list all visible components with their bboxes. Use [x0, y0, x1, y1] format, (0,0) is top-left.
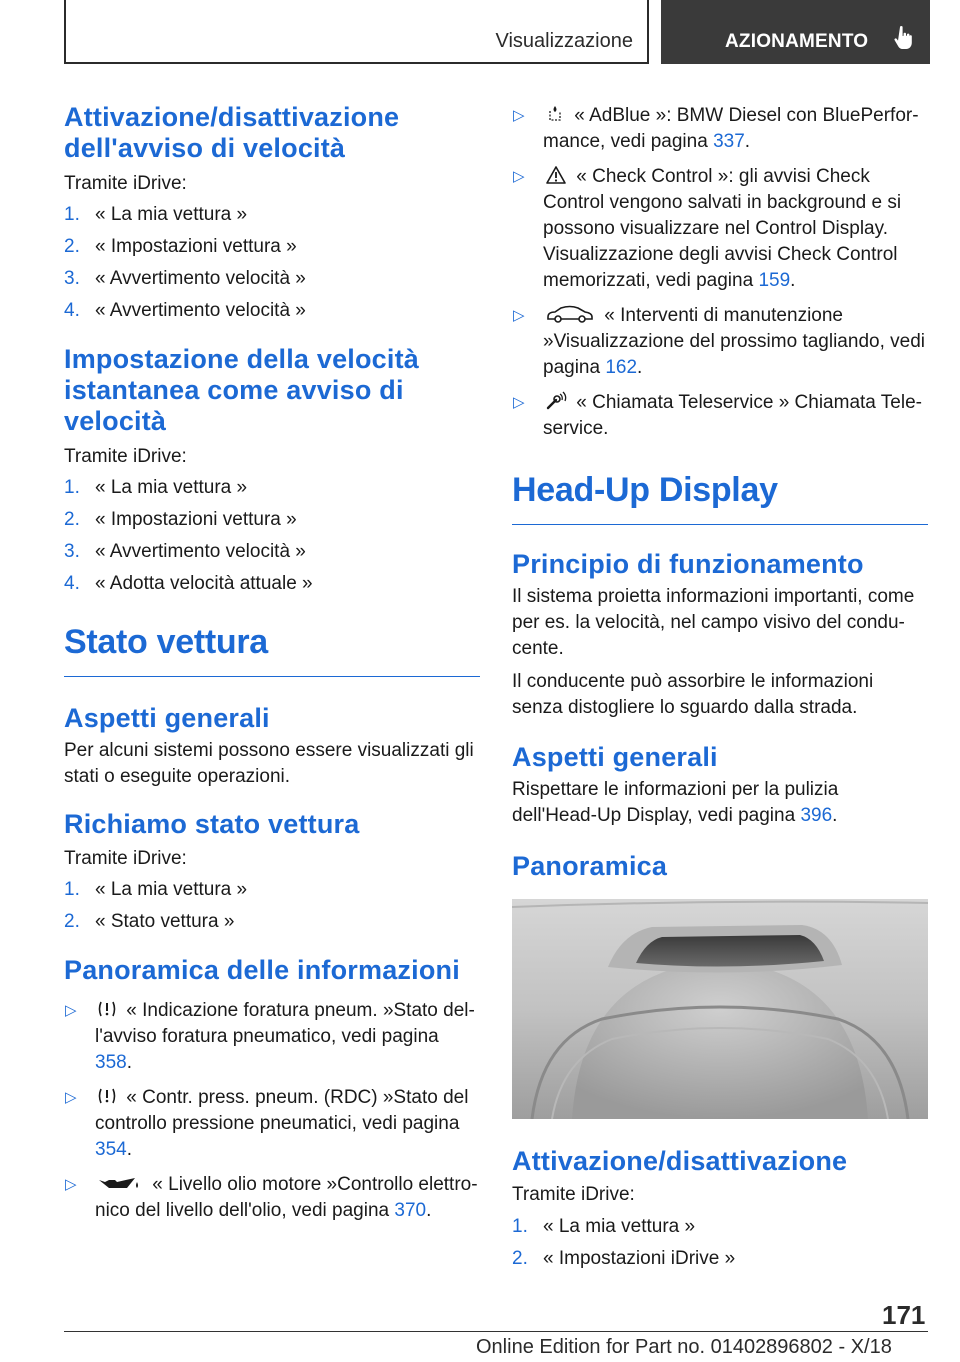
idrive-intro: Tramite iDrive: — [64, 173, 187, 194]
footer-edition: Online Edition for Part no. 01402896802 - X/18 — [476, 1336, 892, 1358]
principle-paragraph-2: Il conducente può assorbire le informazioni senza distogliere lo sguardo dalla strada. — [512, 671, 874, 718]
list-item: 1. « La mia vettura » — [64, 204, 248, 225]
idrive-intro: Tramite iDrive: — [64, 848, 187, 869]
speed-warning-toggle-heading: Attivazione/disattivazione dell'avviso di velocità — [64, 102, 400, 163]
head-up-display-heading: Head-Up Display — [512, 470, 928, 525]
status-recall-heading: Richiamo stato vettura — [64, 809, 360, 839]
head-up-display-photo — [512, 899, 928, 1119]
page-link-358[interactable]: 358 — [95, 1052, 127, 1073]
cleaning-note: Rispettare le informazioni per la pulizia dell'Head-Up Display, vedi pagina 396. — [512, 779, 839, 826]
idrive-intro: Tramite iDrive: — [64, 446, 187, 467]
list-item: 1. « La mia vettura » — [64, 477, 248, 498]
list-item: 2. « Impostazioni iDrive » — [512, 1248, 736, 1269]
list-item: ▷ « Contr. press. pneum. (RDC) »Stato del controllo pressione pneumatici, vedi pagina 354. — [65, 1087, 469, 1160]
list-item: ▷ « Indicazione foratura pneum. »Stato dell'avviso foratura pneumatico, vedi pagina 358. — [65, 1000, 475, 1073]
page-link-337[interactable]: 337 — [713, 131, 745, 152]
header-section-box — [64, 0, 649, 64]
car-service-icon — [545, 304, 595, 324]
activation-steps — [512, 1211, 928, 1275]
list-item: 2. « Stato vettura » — [64, 911, 235, 932]
general-aspects-heading: Aspetti generali — [512, 742, 718, 772]
list-item: 4. « Adotta velocità attuale » — [64, 573, 313, 594]
page-number: 171 — [882, 1300, 926, 1330]
activation-heading: Attivazione/disattivazione — [512, 1146, 848, 1176]
list-item: 1. « La mia vettura » — [512, 1216, 696, 1237]
general-aspects-heading: Aspetti generali — [64, 703, 270, 733]
tire-warning-icon — [97, 999, 117, 1019]
list-item: ▷ « Check Control »: gli avvisi Check Control vengono salvati in background e si possono visualizzare nel Control Display. Visualizzazione degli avvisi Check Control memorizzati, vedi pagina 159. — [513, 166, 902, 291]
tire-warning-icon — [97, 1086, 117, 1106]
list-item: ▷ « AdBlue »: BMW Diesel con BluePerformance, vedi pagina 337. — [513, 105, 919, 152]
list-item: 2. « Impostazioni vettura » — [64, 509, 297, 530]
general-aspects-text: Per alcuni sistemi possono essere visualizzati gli stati o eseguite operazioni. — [64, 740, 474, 787]
section-label: Visualizzazione — [495, 30, 633, 52]
footer-divider — [64, 1331, 928, 1332]
overview-heading: Panoramica — [512, 851, 668, 881]
operating-principle-heading: Principio di funzionamento — [512, 549, 864, 579]
teleservice-wrench-icon — [545, 391, 567, 411]
speed-warning-steps — [64, 199, 480, 327]
list-item: ▷ « Chiamata Teleservice » Chiamata Teleservice. — [513, 392, 922, 439]
vehicle-status-heading: Stato vettura — [64, 622, 480, 677]
status-icons-list — [512, 103, 928, 442]
list-item: 3. « Avvertimento velocità » — [64, 541, 306, 562]
list-item: 3. « Avvertimento velocità » — [64, 268, 306, 289]
hand-pointer-icon — [893, 25, 915, 51]
warning-triangle-icon — [545, 165, 567, 185]
right-column — [512, 102, 928, 1275]
page-link-354[interactable]: 354 — [95, 1139, 127, 1160]
oil-can-icon — [97, 1175, 143, 1193]
adblue-icon — [545, 104, 565, 124]
page-link-370[interactable]: 370 — [394, 1200, 427, 1221]
info-overview-list — [64, 998, 480, 1224]
list-item: 2. « Impostazioni vettura » — [64, 236, 297, 257]
list-item: ▷ « Livello olio motore »Controllo elettronico del livello dell'olio, vedi pagina 370. — [65, 1174, 478, 1221]
list-item: ▷ « Interventi di manutenzione »Visualizzazione del prossimo tagliando, vedi pagina 162. — [513, 305, 925, 378]
status-recall-steps — [64, 874, 480, 938]
left-column — [64, 102, 480, 1233]
list-item: 1. « La mia vettura » — [64, 879, 248, 900]
chapter-tab — [661, 0, 930, 64]
list-item: 4. « Avvertimento velocità » — [64, 300, 306, 321]
idrive-intro: Tramite iDrive: — [512, 1184, 635, 1205]
page-link-162[interactable]: 162 — [605, 357, 638, 378]
current-speed-heading: Impostazione della velocità istantanea come avviso di velocità — [64, 344, 420, 436]
page-link-396[interactable]: 396 — [800, 805, 833, 826]
page-link-159[interactable]: 159 — [758, 270, 791, 291]
current-speed-steps — [64, 472, 480, 600]
info-overview-heading: Panoramica delle informazioni — [64, 955, 460, 985]
chapter-label: AZIONAMENTO — [725, 31, 869, 52]
principle-paragraph-1: Il sistema proietta informazioni importanti, come per es. la velocità, nel campo visivo del conducente. — [512, 586, 915, 659]
